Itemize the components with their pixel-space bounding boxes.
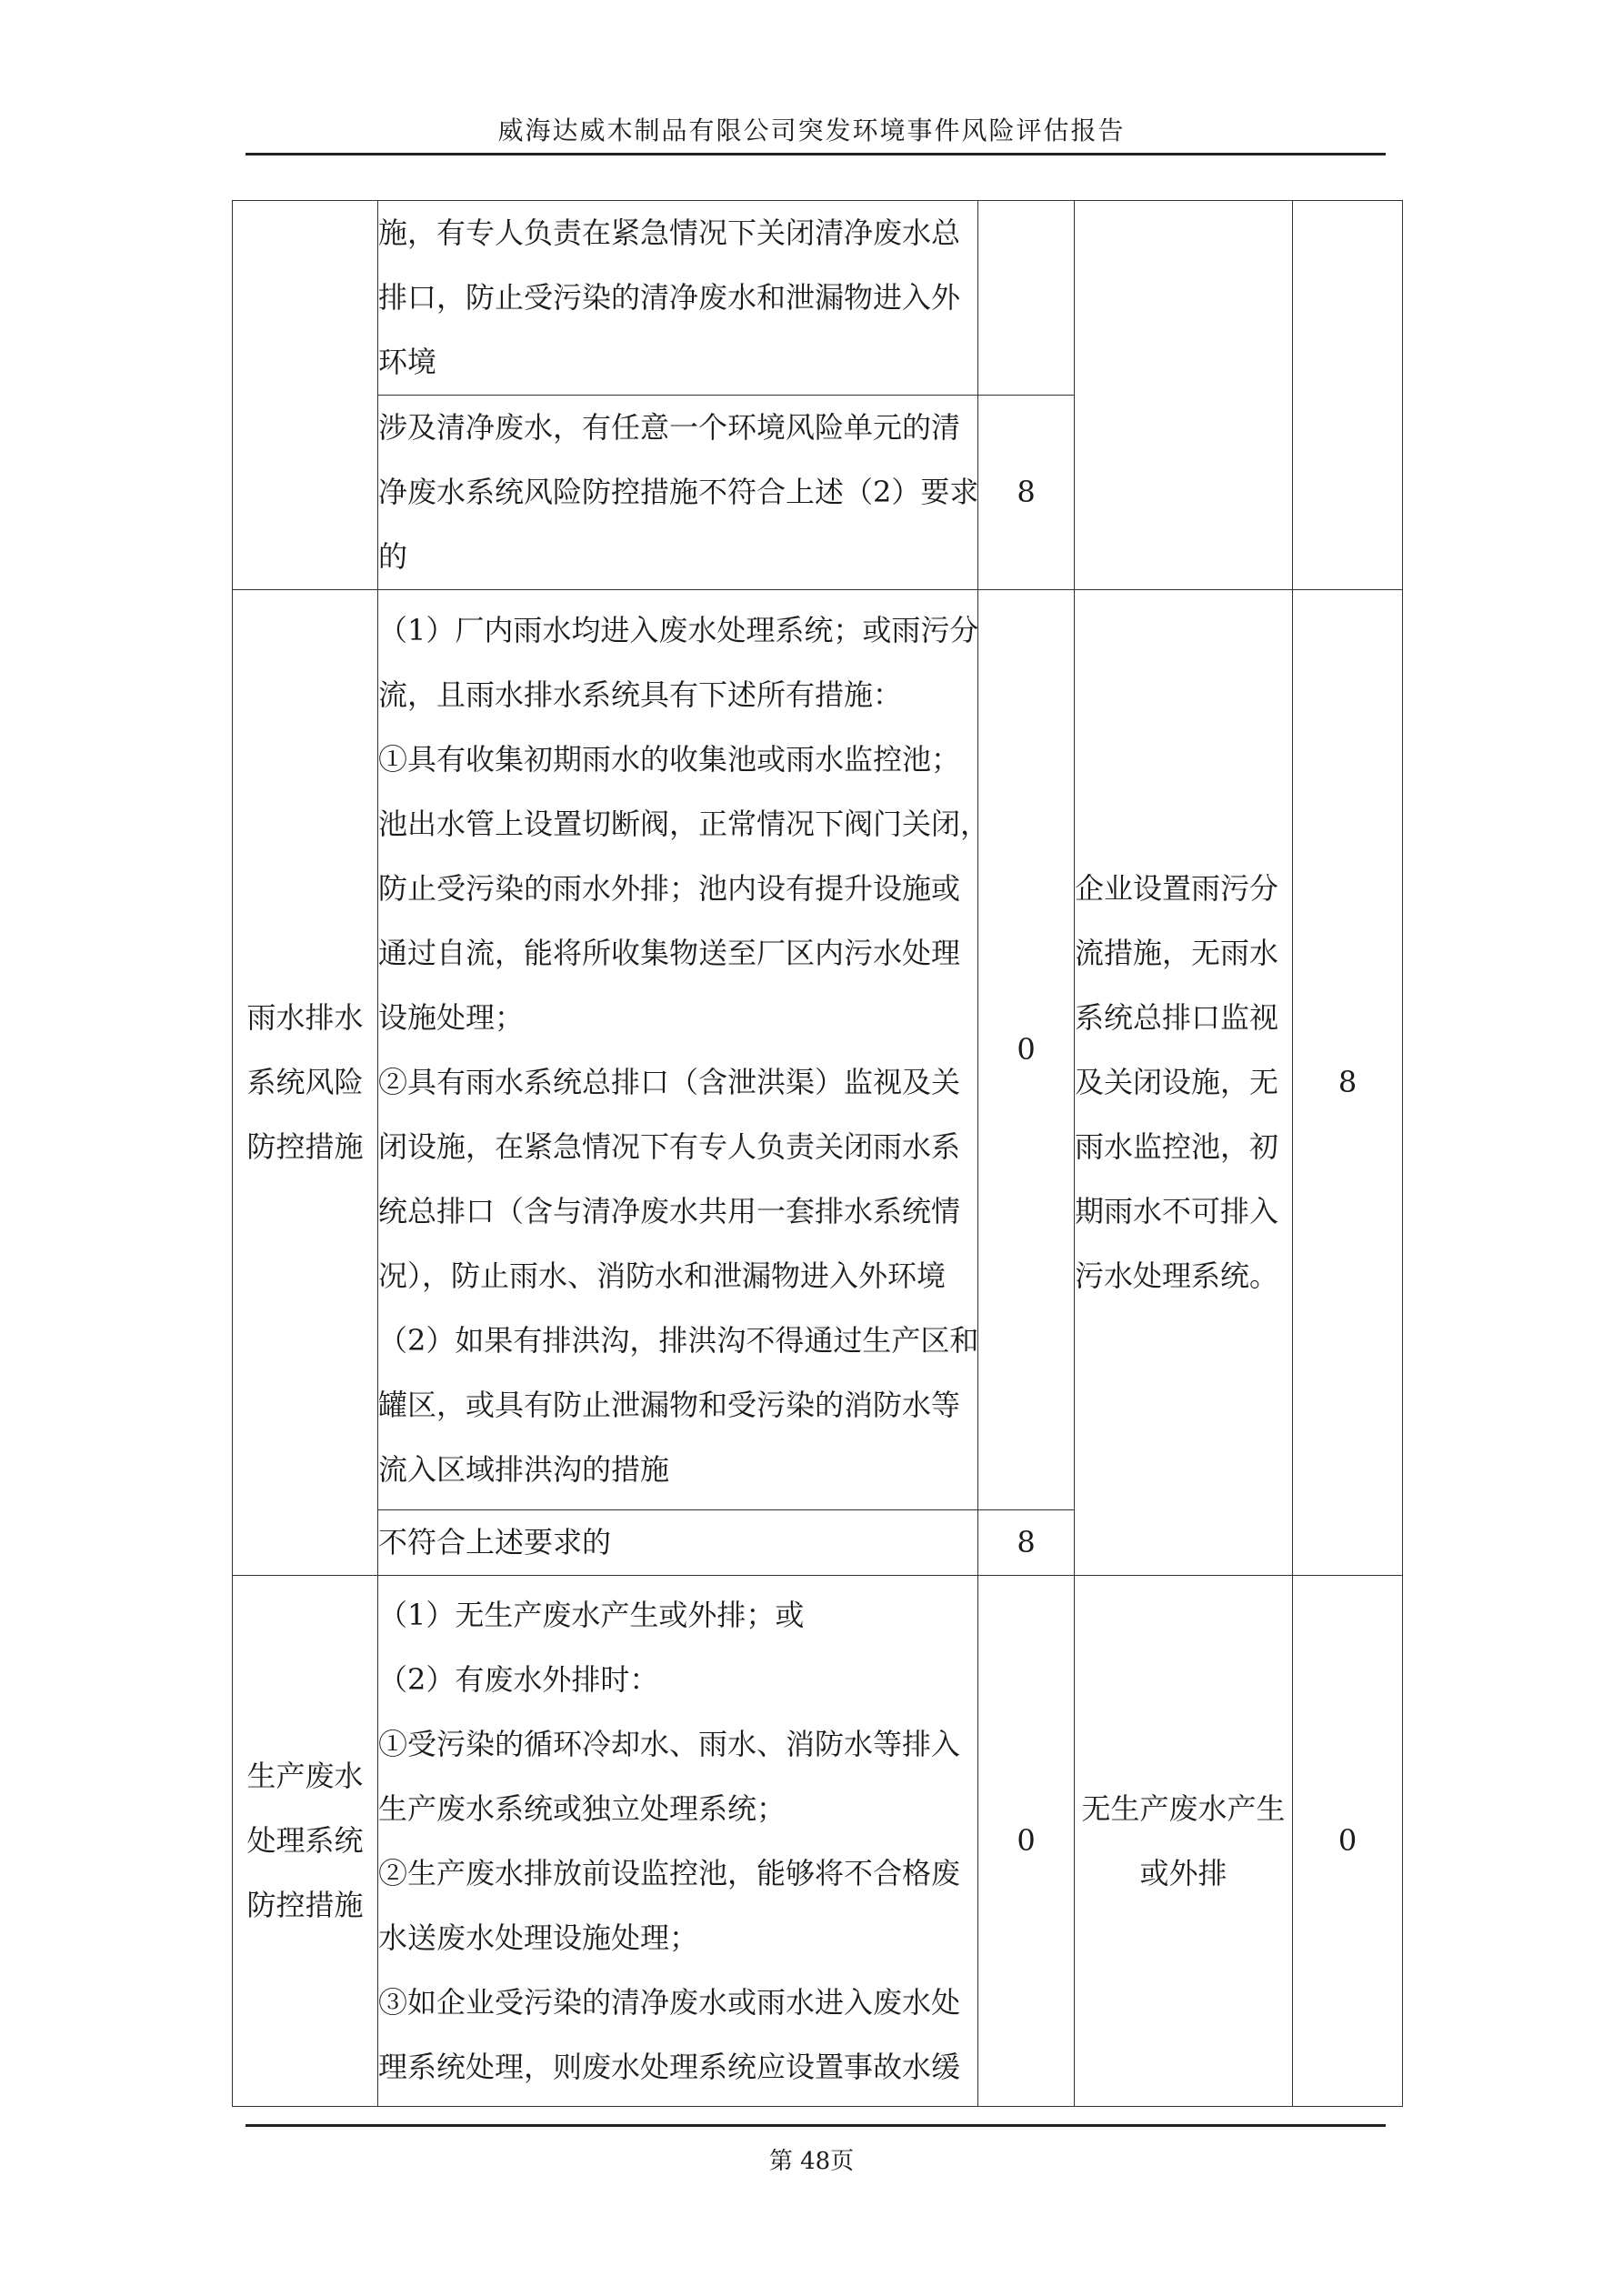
description-line: 污水处理系统。 xyxy=(1075,1258,1279,1293)
criteria-line: ③如企业受污染的清净废水或雨水进入废水处 xyxy=(378,1984,961,2020)
page-number: 第 48页 xyxy=(768,2148,855,2175)
category-line: 处理系统 xyxy=(246,1823,364,1858)
criteria-line: （1）厂内雨水均进入废水处理系统；或雨污分 xyxy=(378,612,979,647)
criteria-line: （2）如果有排洪沟，排洪沟不得通过生产区和 xyxy=(378,1322,979,1358)
criteria-line: 净废水系统风险防控措施不符合上述（2）要求 xyxy=(378,475,979,509)
actual-score-cell: 0 xyxy=(1293,1576,1403,2107)
criteria-line: 防止受污染的雨水外排；池内设有提升设施或 xyxy=(378,870,961,906)
criteria-line: （2）有废水外排时： xyxy=(378,1661,659,1697)
table-row xyxy=(233,201,1403,396)
criteria-line: ②具有雨水系统总排口（含泄洪渠）监视及关 xyxy=(378,1064,961,1099)
criteria-line: 的 xyxy=(378,539,408,574)
description-line: 企业设置雨污分 xyxy=(1075,871,1279,906)
category-cell xyxy=(233,201,378,590)
description-line: 及关闭设施，无 xyxy=(1075,1065,1279,1099)
table-row xyxy=(233,590,1403,1510)
description-cell xyxy=(1075,590,1293,1576)
score-cell: 0 xyxy=(978,590,1075,1510)
criteria-line: 闭设施，在紧急情况下有专人负责关闭雨水系 xyxy=(378,1128,961,1164)
criteria-cell xyxy=(378,1576,978,2107)
header-title: 威海达威木制品有限公司突发环境事件风险评估报告 xyxy=(497,115,1126,145)
criteria-line: 理系统处理，则废水处理系统应设置事故水缓 xyxy=(378,2049,961,2084)
criteria-line: ①具有收集初期雨水的收集池或雨水监控池； xyxy=(378,741,961,777)
actual-score-cell xyxy=(1293,201,1403,590)
criteria-line: 流，且雨水排水系统具有下述所有措施： xyxy=(378,677,903,712)
criteria-line: 排口，防止受污染的清净废水和泄漏物进入外 xyxy=(378,280,961,315)
criteria-line: 施，有专人负责在紧急情况下关闭清净废水总 xyxy=(378,216,961,250)
criteria-line: 池出水管上设置切断阀，正常情况下阀门关闭， xyxy=(378,806,990,841)
description-line: 或外排 xyxy=(1139,1855,1227,1890)
category-line: 生产废水 xyxy=(246,1759,364,1793)
description-line: 流措施，无雨水 xyxy=(1075,936,1279,970)
criteria-line: 生产废水系统或独立处理系统； xyxy=(378,1790,786,1826)
criteria-cell xyxy=(378,1510,978,1576)
criteria-line: （1）无生产废水产生或外排；或 xyxy=(378,1597,805,1632)
criteria-line: 环境 xyxy=(378,345,437,379)
criteria-line: ①受污染的循环冷却水、雨水、消防水等排入 xyxy=(378,1726,961,1761)
criteria-line: ②生产废水排放前设监控池，能够将不合格废 xyxy=(378,1855,961,1890)
score-cell xyxy=(978,201,1075,396)
description-line: 期雨水不可排入 xyxy=(1075,1194,1279,1228)
header-rule xyxy=(245,153,1386,155)
criteria-line: 水送废水处理设施处理； xyxy=(378,1920,699,1955)
criteria-line: 统总排口（含与清净废水共用一套排水系统情 xyxy=(378,1193,961,1228)
criteria-line: 通过自流，能将所收集物送至厂区内污水处理 xyxy=(378,935,961,970)
score-cell: 0 xyxy=(978,1576,1075,2107)
criteria-line: 罐区，或具有防止泄漏物和受污染的消防水等 xyxy=(378,1387,961,1422)
score-cell: 8 xyxy=(978,396,1075,590)
category-line: 系统风险 xyxy=(246,1065,364,1099)
footer-rule xyxy=(245,2124,1386,2127)
criteria-line: 流入区域排洪沟的措施 xyxy=(378,1451,670,1487)
category-cell xyxy=(233,590,378,1576)
category-line: 防控措施 xyxy=(246,1129,364,1164)
score-cell: 8 xyxy=(978,1510,1075,1576)
criteria-line: 设施处理； xyxy=(378,999,525,1035)
table-row xyxy=(233,1576,1403,2107)
criteria-line: 况），防止雨水、消防水和泄漏物进入外环境 xyxy=(378,1258,947,1293)
description-cell xyxy=(1075,201,1293,590)
category-line: 雨水排水 xyxy=(246,1000,364,1035)
criteria-line: 不符合上述要求的 xyxy=(378,1525,612,1559)
criteria-cell xyxy=(378,396,978,590)
description-line: 无生产废水产生 xyxy=(1081,1790,1286,1826)
description-line: 系统总排口监视 xyxy=(1075,1000,1279,1035)
criteria-cell xyxy=(378,590,990,1510)
actual-score-cell: 8 xyxy=(1293,590,1403,1576)
description-cell xyxy=(1075,1576,1293,2107)
description-line: 雨水监控池，初 xyxy=(1075,1129,1279,1164)
risk-assessment-table xyxy=(232,200,1403,2107)
category-line: 防控措施 xyxy=(246,1888,364,1922)
criteria-cell xyxy=(378,201,978,396)
category-cell xyxy=(233,1576,378,2107)
criteria-line: 涉及清净废水，有任意一个环境风险单元的清 xyxy=(378,410,961,445)
